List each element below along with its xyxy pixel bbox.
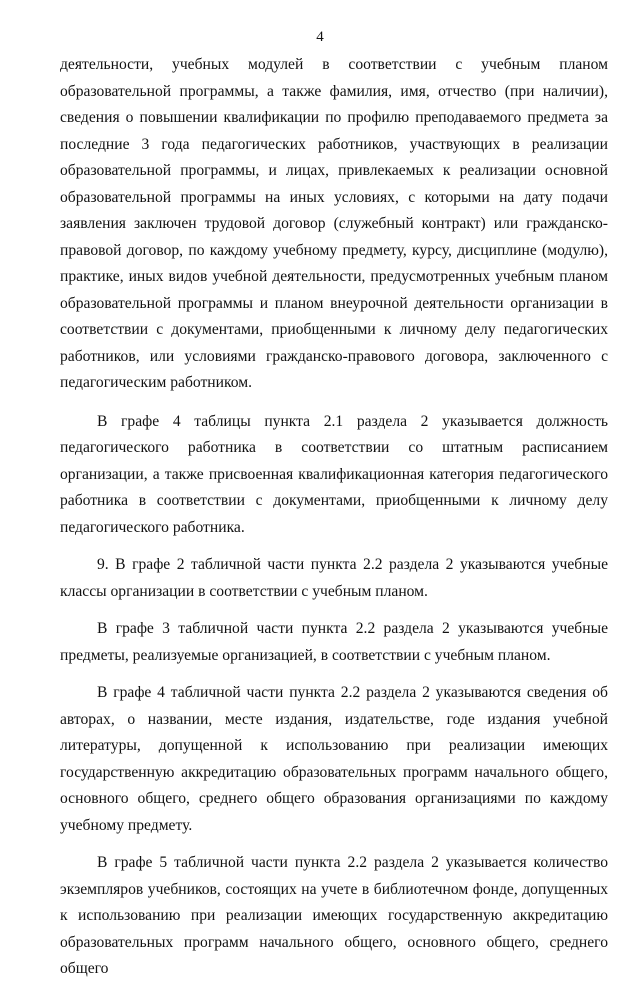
paragraph: В графе 5 табличной части пункта 2.2 раздела 2 указывается количество экземпляров учебников, состоящих на учете в библиотечном фонде, допущенных к использованию при реализации имеющих государственную аккредитацию образовательных программ начального общего, основного общего, среднего общего bbox=[60, 854, 608, 977]
paragraph: деятельности, учебных модулей в соответствии с учебным планом образовательной программы, а также фамилия, имя, отчество (при наличии), сведения о повышении квалификации по профилю преподаваемого предмета за последние 3 года педагогических работников, участвующих в реализации образовательной программы, и лицах, привлекаемых к реализации основной образовательной программы на иных условиях, с которыми на дату подачи заявления заключен трудовой договор (служебный контракт) или гражданско-правовой договор, по каждому учебному предмету, курсу, дисциплине (модулю), практике, иных видов учебной деятельности, предусмотренных учебным планом образовательной программы и планом внеурочной деятельности организации в соответствии с документами, приобщенными к личному делу педагогических работников, или условиями гражданско-правового договора, заключенного с педагогическим работником. bbox=[60, 56, 608, 391]
paragraph: В графе 3 табличной части пункта 2.2 раздела 2 указываются учебные предметы, реализуемые организацией, в соответствии с учебным планом. bbox=[60, 620, 608, 664]
paragraph: В графе 4 табличной части пункта 2.2 раздела 2 указываются сведения об авторах, о названии, месте издания, издательстве, годе издания учебной литературы, допущенной к использованию при реализации имеющих государственную аккредитацию образовательных программ начального общего, основного общего, среднего общего образования организациями по каждому учебному предмету. bbox=[60, 684, 608, 834]
paragraph: В графе 4 таблицы пункта 2.1 раздела 2 указывается должность педагогического работника в соответствии со штатным расписанием организации, а также присвоенная квалификационная категория педагогического работника в соответствии с документами, приобщенными к личному делу педагогического работника. bbox=[60, 412, 608, 536]
document-body bbox=[60, 52, 608, 983]
page-number: 4 bbox=[316, 29, 324, 45]
paragraph: 9. В графе 2 табличной части пункта 2.2 раздела 2 указываются учебные классы организации в соответствии с учебным планом. bbox=[60, 556, 608, 600]
